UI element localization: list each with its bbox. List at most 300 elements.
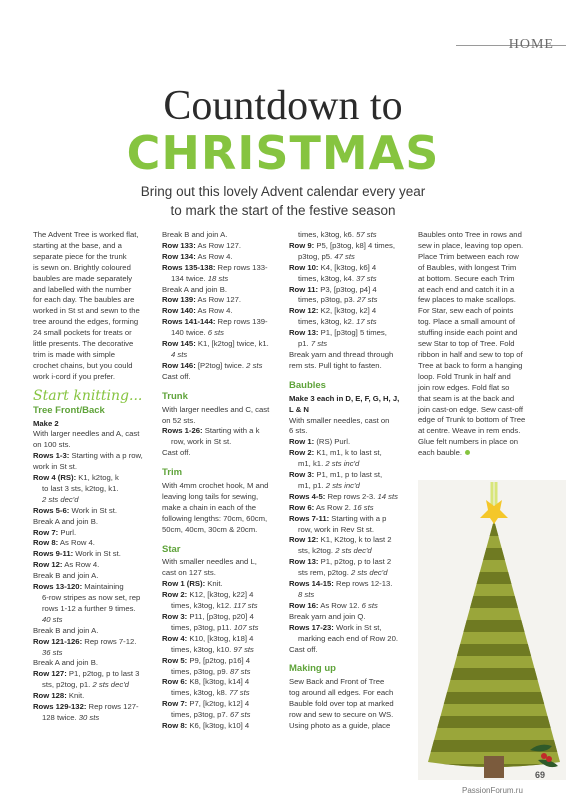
text-line: of Baubles, with longest Trim (418, 262, 517, 272)
stitch-count: 97 sts (233, 644, 254, 654)
row-text: P1, m1, p to last st, (314, 470, 383, 480)
stitch-count: 6 sts (207, 328, 224, 338)
instruction-line (162, 350, 280, 361)
row-text: [P2tog] twice. (195, 360, 247, 370)
instruction-line (289, 459, 411, 470)
stitch-count: 8 sts (298, 590, 315, 599)
instruction-line (162, 688, 280, 699)
instruction-line (162, 503, 280, 514)
row-label: Rows 17-23: (289, 622, 334, 632)
row-text: K2, [k3tog, k2] 4 (318, 306, 377, 316)
row-text: cast on 127 sts. (162, 568, 216, 578)
instruction-line (33, 462, 151, 473)
instruction-line (33, 473, 151, 484)
row-text: As Row 4. (195, 251, 233, 261)
row-text: Break yarn and thread through (289, 349, 394, 359)
instruction-line (289, 710, 411, 721)
stitch-count: 2 sts inc'd (325, 480, 360, 490)
column-2 (162, 230, 280, 732)
row-text: times, p3tog, p11. (171, 622, 234, 632)
row-label: Row 4 (RS): (33, 473, 77, 483)
stitch-count: 2 sts dec'd (42, 494, 79, 504)
row-text: K1, m1, k to last st, (314, 448, 382, 458)
instruction-line (162, 285, 280, 296)
stitch-count: 27 sts (356, 295, 378, 305)
instruction-line (33, 571, 151, 582)
stitch-count: 47 sts (334, 251, 355, 261)
instruction-line (162, 437, 280, 448)
text-line: at bottom. Secure each Trim (418, 273, 515, 283)
row-label: Rows 129-132: (33, 702, 87, 712)
tree-body (418, 510, 566, 780)
row-label: Make 3 each in D, E, F, G, H, J, (289, 393, 400, 403)
instruction-line (33, 528, 151, 539)
stitch-count: 6 sts (361, 600, 378, 610)
row-label: Row 10: (289, 262, 319, 272)
row-text: As Row 4. (58, 538, 95, 548)
instruction-line (33, 440, 151, 451)
stitch-count: 2 sts dec'd (350, 568, 388, 578)
stitch-count: 18 sts (207, 273, 229, 283)
tree-stripe (418, 716, 566, 728)
instruction-line (162, 525, 280, 536)
instruction-line (289, 361, 411, 372)
instruction-line (162, 699, 280, 710)
instruction-line (289, 295, 411, 306)
row-text: p1. (298, 339, 311, 349)
stitch-count: 87 sts (229, 666, 251, 676)
row-text: Work in St st. (69, 505, 118, 515)
row-text: K1, k2tog, k (76, 473, 119, 483)
row-text: Knit. (205, 579, 223, 589)
instruction-line (289, 688, 411, 699)
star-instructions (162, 557, 280, 732)
subtitle (0, 182, 566, 220)
row-label: Row 12: (289, 306, 319, 316)
section-label: HOME (508, 37, 554, 52)
row-text: marking each end of Row 20. (298, 633, 398, 643)
row-text: following lengths: 70cm, 60cm, (162, 513, 268, 523)
row-text: 50cm, 40cm, 30cm & 20cm. (162, 524, 258, 534)
row-label: Row 13: (289, 328, 319, 338)
instruction-line (289, 579, 411, 590)
row-text: times, k3tog, k12. (171, 601, 234, 611)
text-line: and labelled with the number (33, 284, 132, 294)
instruction-line (289, 405, 411, 416)
row-text: Break B and join A. (33, 625, 99, 635)
row-text: With larger needles and A, cast (33, 429, 140, 439)
instruction-line (162, 372, 280, 383)
row-text: Break yarn and join Q. (289, 611, 366, 621)
row-label: Rows 5-6: (33, 505, 70, 515)
end-mark-icon (465, 450, 470, 455)
instruction-line (289, 339, 411, 350)
baubles-heading: Baubles (289, 379, 326, 391)
row-label: Row 2: (162, 590, 188, 600)
instruction-line (33, 669, 151, 680)
advent-tree-photo (418, 480, 566, 780)
row-text: P9, [p2tog, p16] 4 (187, 655, 251, 665)
row-text: times, k3tog, k2. (298, 317, 357, 327)
instruction-line (289, 470, 411, 481)
row-text: Starting with a p (329, 513, 387, 523)
instruction-line (33, 495, 151, 506)
instruction-line (33, 484, 151, 495)
stitch-count: 2 sts inc'd (325, 459, 360, 469)
tree-stripe (418, 548, 566, 560)
row-text: times, k3tog, k4. (298, 273, 357, 283)
text-line: at each end and catch it in a (418, 284, 515, 294)
row-label: Row 1 (RS): (162, 579, 206, 589)
tree-stripe (418, 524, 566, 536)
row-label: Row 8: (162, 721, 188, 731)
row-text: leaving long tails for sewing, (162, 491, 259, 501)
instruction-line (162, 241, 280, 252)
text-line: stuffing inside each point and (418, 328, 518, 338)
text-line: work i-cord if you prefer. (33, 371, 116, 381)
row-label: Row 127: (33, 669, 67, 679)
instruction-line (289, 623, 411, 634)
row-text: Break B and join A. (162, 230, 228, 239)
instruction-line (162, 710, 280, 721)
trim-heading: Trim (162, 467, 183, 479)
start-knitting-heading: Start knitting... (33, 387, 143, 404)
row-text: Cast off. (289, 644, 318, 654)
row-text: sts, k2tog. (298, 546, 336, 556)
instruction-line (33, 691, 151, 702)
row-text: 6-row stripes as now set, rep (42, 593, 141, 602)
row-text: m1, p1. (298, 480, 326, 490)
row-text: 128 twice. (42, 712, 79, 722)
text-line: Glue felt numbers in place on (418, 437, 518, 447)
instruction-line (33, 538, 151, 549)
text-line: ribbon in half and sew to top of (418, 349, 523, 359)
instruction-line (162, 557, 280, 568)
row-text: P1, [p3tog] 5 times, (318, 328, 387, 338)
row-text: times, k3tog, k6. (298, 230, 357, 239)
text-line: join row edges. Fold flat so (418, 382, 510, 392)
instruction-line (289, 601, 411, 612)
instruction-line (289, 416, 411, 427)
instruction-line (162, 295, 280, 306)
row-text: p3tog, p5. (298, 251, 335, 261)
row-text: P1, p2tog, p to last 3 (66, 669, 140, 679)
stitch-count: 36 sts (42, 647, 63, 657)
text-line: each bauble. (418, 448, 548, 459)
row-text: Rep rows 139- (215, 317, 268, 327)
row-text: on 52 sts. (162, 415, 196, 425)
instruction-line (33, 451, 151, 462)
row-label: Row 16: (289, 600, 319, 610)
instruction-line (162, 230, 280, 241)
row-label: L & N (289, 404, 309, 414)
instruction-line (289, 274, 411, 285)
row-text: row and sew to secure on WS. (289, 710, 394, 720)
row-text: Break A and join B. (33, 516, 98, 526)
row-text: K12, [k3tog, k22] 4 (187, 590, 254, 600)
row-label: Rows 13-120: (33, 582, 83, 592)
instruction-line (289, 241, 411, 252)
row-text: Work in St st. (73, 549, 121, 559)
tree-stripe (418, 572, 566, 584)
row-text: Rep rows 127- (86, 702, 139, 712)
row-label: Row 13: (289, 557, 319, 567)
row-label: Row 11: (289, 284, 319, 294)
column-3 (289, 230, 411, 732)
row-text: row, work in St st. (171, 437, 232, 447)
instruction-line (33, 582, 151, 593)
stitch-count: 17 sts (356, 317, 377, 327)
row-label: Row 3: (289, 470, 315, 480)
row-text: Rep rows 7-12. (82, 636, 137, 646)
row-label: Rows 14-15: (289, 579, 334, 589)
row-text: Break A and join B. (33, 658, 98, 668)
instruction-line (162, 416, 280, 427)
instruction-line (33, 637, 151, 648)
row-text: With 4mm crochet hook, M and (162, 481, 269, 491)
row-text: Bauble fold over top at marked (289, 699, 394, 709)
text-line: worked in St st and sewn to the (33, 306, 140, 316)
row-text: With larger needles and C, cast (162, 404, 270, 414)
stitch-count: 2 sts (246, 360, 263, 370)
instruction-line (162, 601, 280, 612)
row-label: Row 6: (162, 677, 188, 687)
instruction-line (289, 317, 411, 328)
instruction-line (289, 645, 411, 656)
row-text: P11, [p3tog, p20] 4 (187, 612, 254, 621)
text-line: trim is made with simple (33, 349, 116, 359)
row-text: P1, p2tog, p to last 2 (318, 557, 392, 567)
instruction-line (33, 419, 151, 430)
row-text: Purl. (58, 527, 77, 537)
stitch-count: 37 sts (356, 273, 377, 283)
row-text: With smaller needles and L, (162, 557, 257, 567)
text-line: baubles are made separately (33, 273, 133, 283)
stitch-count: 30 sts (78, 712, 100, 722)
instruction-line (162, 339, 280, 350)
instruction-line (33, 549, 151, 560)
row-text: rem sts. Pull tight to fasten. (289, 360, 382, 370)
title-line-2: CHRISTMAS (126, 126, 440, 180)
instruction-line (289, 721, 411, 732)
stitch-count: 77 sts (229, 688, 250, 698)
advent-tree-illustration (418, 480, 566, 780)
text-line: sew Star to top of Tree. Fold (418, 339, 515, 349)
row-text: Using photo as a guide, place (289, 720, 391, 730)
row-text: sts, p2tog, p1. (42, 680, 93, 690)
tree-stripe (418, 644, 566, 656)
star-heading: Star (162, 543, 181, 555)
row-text: P7, [k2tog, k12] 4 (187, 699, 250, 709)
tree-stripe (418, 620, 566, 632)
row-label: Row 6: (289, 502, 315, 512)
row-text: to last 3 sts, k2tog, k1. (42, 483, 119, 493)
instruction-line (33, 713, 151, 724)
text-line: for each day. The baubles are (33, 295, 135, 305)
stitch-count: 107 sts (233, 622, 259, 632)
row-label: Make 2 (33, 418, 59, 428)
text-line: is sewn on. Brightly coloured (33, 262, 131, 272)
instruction-line (162, 306, 280, 317)
stitch-count: 67 sts (229, 710, 251, 720)
instruction-line (289, 252, 411, 263)
instruction-line (289, 230, 411, 241)
column-1 (33, 230, 151, 724)
row-text: As Row 4. (62, 560, 100, 570)
baubles-instructions (289, 394, 411, 656)
row-label: Row 145: (162, 339, 196, 349)
instruction-line (162, 514, 280, 525)
row-text: K1, [k2tog] twice, k1. (195, 339, 269, 349)
row-label: Row 7: (33, 527, 59, 537)
instruction-line (289, 328, 411, 339)
stitch-count: 40 sts (42, 614, 63, 624)
row-text: K8, [k3tog, k14] 4 (187, 677, 250, 687)
trunk-instructions (162, 405, 280, 460)
instruction-line (162, 448, 280, 459)
instruction-line (33, 429, 151, 440)
row-text: times, k3tog, k8. (171, 688, 230, 698)
stitch-count: 2 sts dec'd (335, 546, 372, 556)
title-line-1: Countdown to (163, 83, 403, 129)
row-label: Rows 135-138: (162, 262, 216, 272)
instruction-line (289, 634, 411, 645)
row-text: Break A and join B. (162, 284, 227, 294)
instruction-line (162, 579, 280, 590)
row-text: times, k3tog, k10. (171, 644, 234, 654)
text-line: loop. Fold Trunk in half and (418, 371, 511, 381)
row-text: 140 twice. (171, 328, 208, 338)
intro-paragraph (33, 230, 151, 383)
text-line: The Advent Tree is worked flat, (33, 230, 139, 239)
instruction-line (33, 506, 151, 517)
text-line: little presents. The decorative (33, 339, 134, 349)
instruction-line (289, 546, 411, 557)
row-text: 6 sts. (289, 426, 308, 436)
instruction-line (289, 514, 411, 525)
instruction-line (162, 405, 280, 416)
instruction-line (289, 503, 411, 514)
row-text: As Row 127. (195, 295, 242, 305)
instruction-line (33, 648, 151, 659)
row-text: Sew Back and Front of Tree (289, 677, 385, 687)
instruction-line (162, 328, 280, 339)
row-text: tog around all edges. For each (289, 688, 394, 698)
tree-instructions (33, 419, 151, 724)
row-text: work in St st. (33, 462, 78, 472)
star-decoration (480, 500, 508, 524)
column-4 (418, 230, 548, 459)
instruction-line (289, 525, 411, 536)
instruction-line (289, 426, 411, 437)
instruction-line (289, 535, 411, 546)
instruction-line (289, 285, 411, 296)
row-label: Row 4: (162, 633, 188, 643)
stitch-count: 7 sts (310, 339, 328, 349)
text-line: Tree at back to form a hanging (418, 360, 523, 370)
instruction-line (289, 481, 411, 492)
instruction-line (33, 615, 151, 626)
page-number: 69 (535, 770, 546, 780)
instruction-line (33, 593, 151, 604)
tree-stripe (418, 692, 566, 704)
instruction-line (162, 274, 280, 285)
row-text: m1, k1. (298, 459, 326, 469)
row-label: Row 2: (289, 448, 315, 458)
row-label: Row 3: (162, 612, 188, 621)
instruction-line (289, 437, 411, 448)
instruction-line (289, 394, 411, 405)
making-up-instructions-cont (418, 230, 548, 459)
instruction-line (289, 306, 411, 317)
text-line: sew in place, leaving top open. (418, 240, 524, 250)
instruction-line (162, 656, 280, 667)
text-line: that seam is at the back and (418, 393, 515, 403)
row-text: sts rem, p2tog. (298, 568, 351, 578)
instruction-line (162, 677, 280, 688)
text-line: tree around the edges, forming (33, 317, 139, 327)
row-label: Row 128: (33, 691, 67, 701)
row-text: Cast off. (162, 448, 191, 458)
row-text: Cast off. (162, 371, 191, 381)
row-text: rows 1-12 a further 9 times. (42, 603, 136, 613)
star-instructions-cont (289, 230, 411, 372)
instruction-line (162, 634, 280, 645)
row-text: on 100 sts. (33, 440, 71, 450)
row-label: Row 146: (162, 360, 196, 370)
row-text: K1, K2tog, k to last 2 (318, 535, 392, 545)
row-label: Row 1: (289, 437, 315, 447)
row-text: times, p3tog, p3. (298, 295, 357, 305)
row-text: Rep rows 133- (215, 262, 268, 272)
instruction-line (289, 263, 411, 274)
trim-instructions (162, 481, 280, 536)
row-label: Row 133: (162, 240, 196, 250)
row-label: Rows 7-11: (289, 513, 330, 523)
row-label: Row 12: (33, 560, 63, 570)
text-line: crochet chains, but you could (33, 360, 133, 370)
text-line: Baubles onto Tree in rows and (418, 230, 522, 239)
row-label: Row 5: (162, 655, 188, 665)
row-text: As Row 4. (195, 306, 233, 316)
row-text: make a chain in each of the (162, 502, 257, 512)
row-text: Work in St st, (333, 622, 382, 632)
row-label: Row 140: (162, 306, 196, 316)
row-text: Rep rows 2-3. (325, 491, 378, 501)
stitch-count: 117 sts (233, 601, 258, 611)
row-label: Row 12: (289, 535, 319, 545)
instruction-line (33, 517, 151, 528)
instruction-line (33, 680, 151, 691)
row-text: times, p3tog, p9. (171, 666, 230, 676)
text-line: 24 small pockets for treats or (33, 328, 132, 338)
row-text: With smaller needles, cast on (289, 415, 390, 425)
instruction-line (289, 557, 411, 568)
row-text: row, work in Rev St st. (298, 524, 375, 534)
instruction-line (162, 568, 280, 579)
instruction-line (33, 626, 151, 637)
row-text: (RS) Purl. (314, 437, 351, 447)
row-text: P3, [p3tog, p4] 4 (318, 284, 377, 294)
subtitle-line-2: to mark the start of the festive season (170, 203, 396, 218)
row-label: Row 9: (289, 240, 315, 250)
row-text: Rep rows 12-13. (333, 579, 393, 589)
instruction-line (289, 492, 411, 503)
tree-stripe (418, 596, 566, 608)
instruction-line (289, 448, 411, 459)
row-text: K6, [k3tog, k10] 4 (187, 721, 250, 731)
stitch-count: 16 sts (353, 502, 374, 512)
